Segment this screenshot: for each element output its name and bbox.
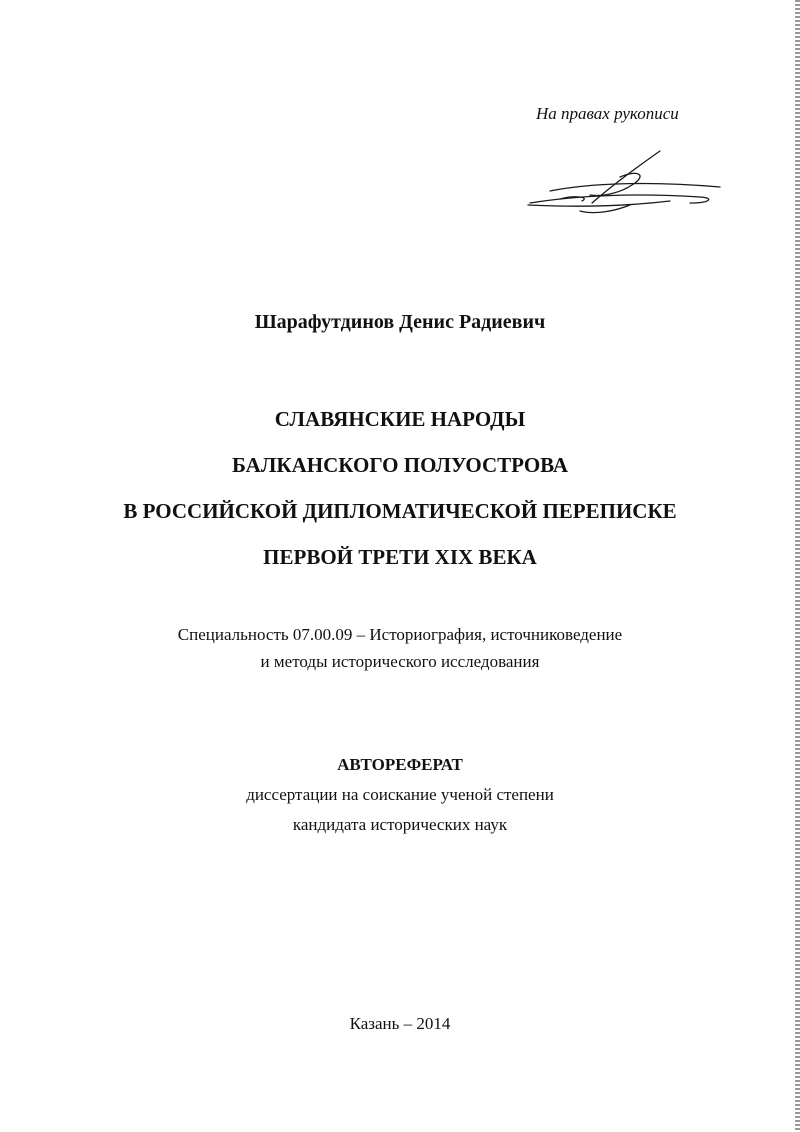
specialty-line: и методы исторического исследования	[260, 652, 540, 671]
author-name: Шарафутдинов Денис Радиевич	[254, 311, 546, 333]
title-line: ПЕРВОЙ ТРЕТИ XIX ВЕКА	[263, 545, 537, 569]
abstract-line: кандидата исторических наук	[292, 815, 508, 834]
dissertation-title	[0, 396, 800, 580]
abstract-heading: АВТОРЕФЕРАТ	[337, 755, 463, 774]
abstract-line: диссертации на соискание ученой степени	[246, 785, 554, 804]
title-line: БАЛКАНСКОГО ПОЛУОСТРОВА	[231, 453, 569, 477]
handwritten-signature	[520, 145, 730, 225]
specialty	[0, 621, 800, 675]
abstract-block	[0, 750, 800, 840]
specialty-line: Специальность 07.00.09 – Историография, источниковедение	[177, 625, 623, 644]
title-line: В РОССИЙСКОЙ ДИПЛОМАТИЧЕСКОЙ ПЕРЕПИСКЕ	[123, 499, 677, 523]
title-line: СЛАВЯНСКИЕ НАРОДЫ	[274, 407, 526, 431]
manuscript-note: На правах рукописи	[536, 104, 679, 123]
place-and-year: Казань – 2014	[349, 1014, 451, 1033]
